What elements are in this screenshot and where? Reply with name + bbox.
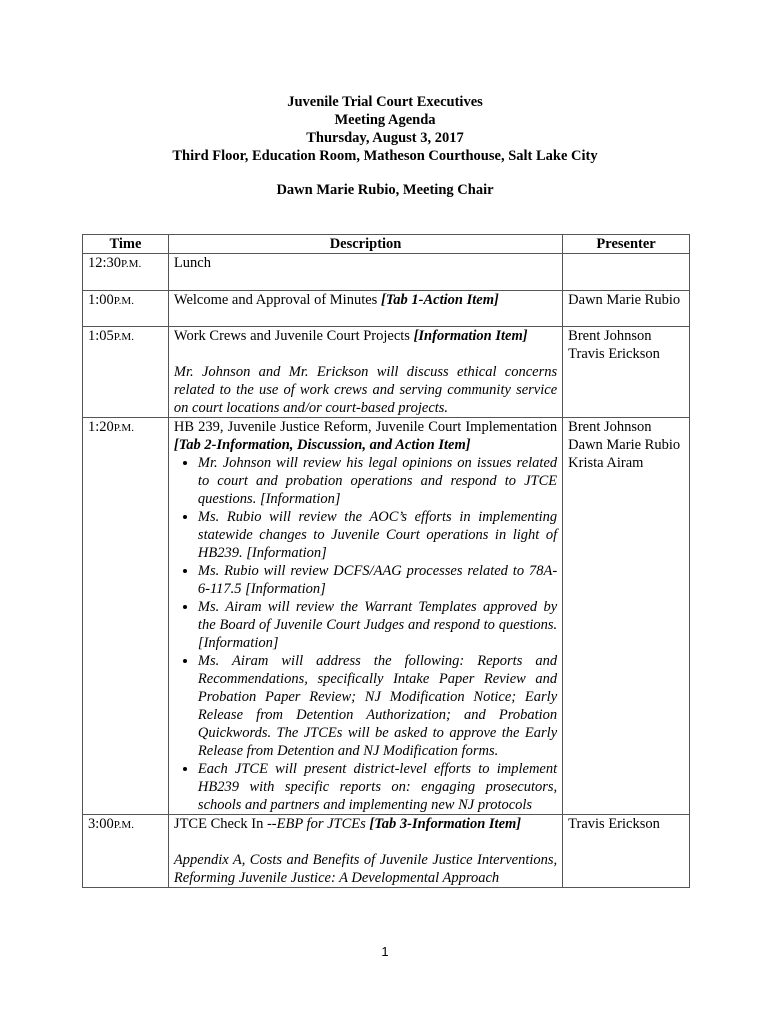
- time-cell: [83, 254, 169, 291]
- document-type-title: Meeting Agenda: [334, 112, 436, 128]
- time-cell: [83, 327, 169, 418]
- time-value: 1:00: [88, 292, 114, 308]
- item-title: JTCE Check In --: [173, 816, 277, 832]
- list-item: • Each JTCE will present district-level efforts to implement HB239 with specific reports on: engaging prosecutors, schools and partners and implementing new NJ protocols: [198, 760, 557, 814]
- description-cell: [168, 815, 562, 888]
- presenter-cell: [563, 327, 690, 418]
- list-item: • Ms. Rubio will review DCFS/AAG processes related to 78A-6-117.5 [Information]: [198, 562, 557, 598]
- time-value: 1:05: [88, 328, 114, 344]
- item-title: HB 239, Juvenile Justice Reform, Juvenile Court Implementation: [173, 419, 558, 435]
- time-suffix: P.M.: [113, 331, 134, 343]
- presenter-name: Brent Johnson: [568, 419, 652, 435]
- item-tag: [Tab 3-Information Item]: [369, 816, 522, 832]
- description-cell: [168, 418, 562, 815]
- presenter-cell: [563, 254, 690, 291]
- description-cell: [168, 254, 562, 291]
- time-value: 12:30: [88, 255, 122, 271]
- list-item: • Ms. Rubio will review the AOC’s efforts in implementing statewide changes to Juvenile Court operations in light of HB239. [Information]: [198, 508, 557, 562]
- presenter-name: Brent Johnson: [568, 328, 652, 344]
- item-title: Work Crews and Juvenile Court Projects: [173, 328, 414, 344]
- agenda-row-welcome: [83, 291, 690, 327]
- time-value: 3:00: [88, 816, 114, 832]
- item-bullet-list: [174, 454, 557, 814]
- meeting-group-title: Juvenile Trial Court Executives: [287, 94, 483, 110]
- time-cell: [83, 418, 169, 815]
- item-tag: [Tab 1-Action Item]: [380, 292, 499, 308]
- item-tag: [Information Item]: [413, 328, 528, 344]
- item-note: Appendix A, Costs and Benefits of Juvenile Justice Interventions, Reforming Juvenile Justice: A Developmental Approach: [173, 852, 558, 886]
- agenda-row-hb239: [83, 418, 690, 815]
- meeting-chair: Dawn Marie Rubio, Meeting Chair: [276, 182, 494, 198]
- item-tag: [Tab 2-Information, Discussion, and Action Item]: [173, 437, 471, 453]
- time-suffix: P.M.: [113, 295, 134, 307]
- time-suffix: P.M.: [113, 819, 134, 831]
- table-header-row: [83, 235, 690, 254]
- presenter-cell: [563, 815, 690, 888]
- time-suffix: P.M.: [121, 258, 142, 270]
- agenda-row-jtce-check-in: [83, 815, 690, 888]
- meeting-date: Thursday, August 3, 2017: [306, 130, 464, 146]
- presenter-name: Krista Airam: [568, 455, 644, 471]
- time-cell: [83, 815, 169, 888]
- item-title: Lunch: [173, 255, 211, 271]
- time-value: 1:20: [88, 419, 114, 435]
- presenter-name: Travis Erickson: [568, 346, 660, 362]
- presenter-cell: [563, 291, 690, 327]
- time-cell: [83, 291, 169, 327]
- item-title: Welcome and Approval of Minutes: [173, 292, 381, 308]
- list-item: • Mr. Johnson will review his legal opinions on issues related to court and probation operations and respond to JTCE questions. [Information]: [198, 454, 557, 508]
- description-cell: [168, 327, 562, 418]
- presenter-column-header: Presenter: [563, 235, 690, 254]
- presenter-cell: [563, 418, 690, 815]
- page-number: 1: [381, 944, 389, 959]
- description-column-header: Description: [168, 235, 562, 254]
- agenda-row-work-crews: [83, 327, 690, 418]
- list-item: • Ms. Airam will address the following: Reports and Recommendations, specifically Intake Paper Review and Probation Paper Review; NJ Modification Notice; Early Release from Detention Authorization; and Probation Quickwords. The JTCEs will be asked to approve the Early Release from Detention and NJ Modification forms.: [198, 652, 557, 760]
- list-item: • Ms. Airam will review the Warrant Templates approved by the Board of Juvenile Court Judges and respond to questions. [Information]: [198, 598, 557, 652]
- presenter-name: Dawn Marie Rubio: [568, 292, 681, 308]
- agenda-table: [82, 234, 690, 888]
- description-cell: [168, 291, 562, 327]
- presenter-name: Dawn Marie Rubio: [568, 437, 681, 453]
- meeting-location: Third Floor, Education Room, Matheson Courthouse, Salt Lake City: [172, 148, 598, 164]
- time-suffix: P.M.: [113, 422, 134, 434]
- agenda-row-lunch: [83, 254, 690, 291]
- time-column-header: Time: [83, 235, 169, 254]
- presenter-name: Travis Erickson: [568, 816, 660, 832]
- item-subtitle: EBP for JTCEs: [276, 816, 370, 832]
- item-note: Mr. Johnson and Mr. Erickson will discuss ethical concerns related to the use of work crews and serving community service on court locations and/or court-based projects.: [173, 364, 558, 416]
